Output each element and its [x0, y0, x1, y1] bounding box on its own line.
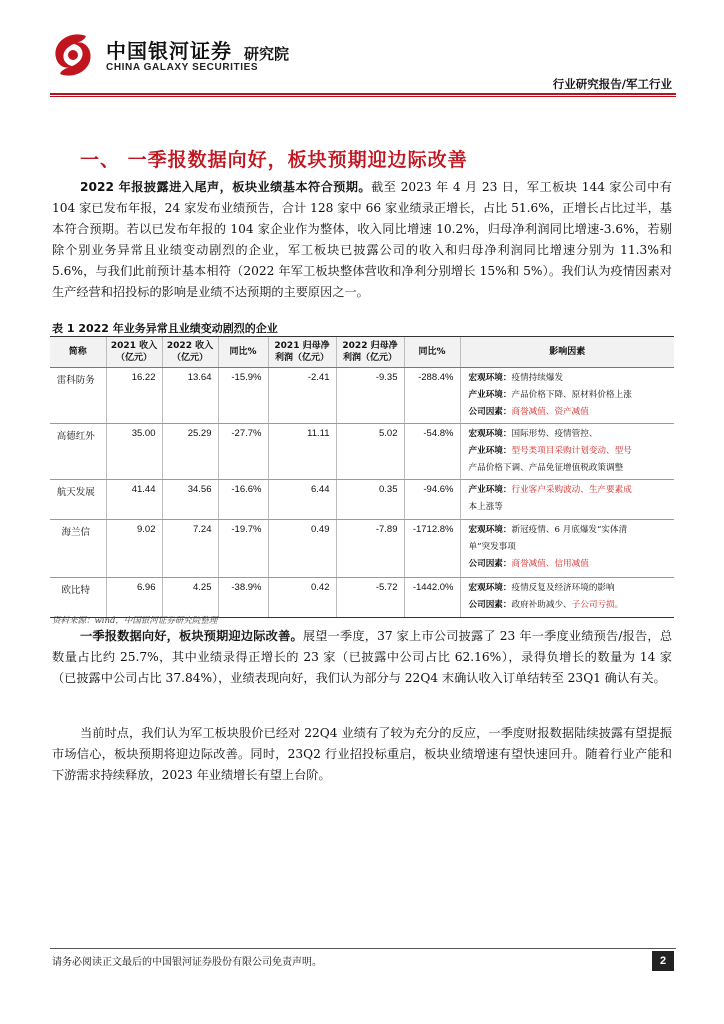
footer-disclaimer: 请务必阅读正文最后的中国银河证券股份有限公司免责声明。	[52, 957, 322, 968]
paragraph-annual-report	[52, 177, 672, 303]
page-number: 2	[652, 951, 674, 971]
cell-np21: 11.11	[268, 424, 336, 480]
cell-impact: 宏观环境：新冠疫情、6 月底爆发“实体清 单”突发事项 公司因素：商誉减值、信用减值	[460, 520, 674, 578]
cell-np21: 6.44	[268, 480, 336, 520]
brand-name-cn: 中国银河证券	[106, 39, 232, 63]
cell-yoy-rev: -19.7%	[218, 520, 268, 578]
cell-yoy-rev: -15.9%	[218, 368, 268, 424]
cell-yoy-np: -1712.8%	[404, 520, 460, 578]
header-np21: 2021 归母净 利润（亿元）	[268, 337, 336, 368]
cell-rev22: 25.29	[162, 424, 218, 480]
table-source-note: 资料来源：wind，中国银河证券研究院整理	[52, 616, 218, 626]
header-yoy-rev: 同比%	[218, 337, 268, 368]
paragraph-lead: 一季报数据向好，板块预期迎边际改善。	[80, 629, 303, 643]
cell-rev22: 34.56	[162, 480, 218, 520]
header-name: 简称	[50, 337, 106, 368]
cell-np22: -7.89	[336, 520, 404, 578]
header-impact: 影响因素	[460, 337, 674, 368]
cell-name: 雷科防务	[50, 368, 106, 424]
brand-name-en: CHINA GALAXY SECURITIES	[106, 62, 259, 73]
header-rule-thin	[50, 96, 676, 97]
cell-name: 高德红外	[50, 424, 106, 480]
cell-np22: 5.02	[336, 424, 404, 480]
table-row	[50, 480, 674, 520]
table-row	[50, 424, 674, 480]
paragraph-current-view: 当前时点，我们认为军工板块股价已经对 22Q4 业绩有了较为充分的反应，一季度财报数据陆续披露有望提振市场信心，板块预期将迎边际改善。同时，23Q2 行业招投标重启，板块业绩增速有望快速回升。随着行业产能和下游需求持续释放，2023 年业绩增长有望上台阶。	[52, 726, 672, 782]
header-rule	[50, 93, 676, 95]
header-np22: 2022 归母净 利润（亿元）	[336, 337, 404, 368]
cell-rev21: 6.96	[106, 578, 162, 618]
abnormal-companies-table	[50, 336, 674, 618]
cell-yoy-np: -54.8%	[404, 424, 460, 480]
cell-yoy-np: -1442.0%	[404, 578, 460, 618]
cell-np21: 0.42	[268, 578, 336, 618]
cell-rev21: 41.44	[106, 480, 162, 520]
footer-rule	[50, 948, 676, 949]
cell-impact: 宏观环境：疫情持续爆发 产业环境：产品价格下降、原材料价格上涨 公司因素：商誉减值、资产减值	[460, 368, 674, 424]
cell-rev21: 35.00	[106, 424, 162, 480]
table-title: 表 1 2022 年业务异常且业绩变动剧烈的企业	[52, 322, 278, 335]
header-yoy-np: 同比%	[404, 337, 460, 368]
cell-rev22: 7.24	[162, 520, 218, 578]
cell-yoy-np: -94.6%	[404, 480, 460, 520]
cell-name: 欧比特	[50, 578, 106, 618]
header-rev21: 2021 收入 （亿元）	[106, 337, 162, 368]
paragraph-q1-outlook	[52, 626, 672, 689]
cell-np22: -9.35	[336, 368, 404, 424]
paragraph-body: 截至 2023 年 4 月 23 日，军工板块 144 家公司中有 104 家已发布年报，24 家发布业绩预告，合计 128 家中 66 家业绩录正增长，占比 51.6%，正增长占比过半，基本符合预期。若以已发布年报的 104 家企业作为整体，收入同比增速 10.2%，归母净利润同比增速-3.6%，若剔除个别业务异常且业绩变动剧烈的企业，军工板块已披露公司的收入和归母净利润同比增速分别为 11.3%和 5.6%，与我们此前预计基本相符（2022 年军工板块整体营收和净利分别增长 15%和 5%）。我们认为疫情因素对生产经营和招投标的影响是业绩不达预期的主要原因之一。	[52, 180, 672, 299]
cell-yoy-rev: -38.9%	[218, 578, 268, 618]
cell-impact: 产业环境：行业客户采购波动、生产要素成 本上涨等	[460, 480, 674, 520]
cell-rev22: 4.25	[162, 578, 218, 618]
paragraph-lead: 2022 年报披露进入尾声，板块业绩基本符合预期。	[80, 180, 372, 194]
cell-name: 海兰信	[50, 520, 106, 578]
cell-name: 航天发展	[50, 480, 106, 520]
cell-np22: -5.72	[336, 578, 404, 618]
galaxy-logo-icon	[48, 30, 98, 80]
brand-subtitle: 研究院	[244, 45, 290, 63]
table-row	[50, 520, 674, 578]
report-type-label: 行业研究报告/军工行业	[552, 77, 672, 91]
cell-impact: 宏观环境：国际形势、疫情管控、 产业环境：型号类项目采购计划变动、型号 产品价格下调、产品免征增值税政策调整	[460, 424, 674, 480]
cell-rev21: 16.22	[106, 368, 162, 424]
section-title: 一、 一季报数据向好，板块预期迎边际改善	[80, 149, 468, 171]
cell-yoy-np: -288.4%	[404, 368, 460, 424]
cell-impact: 宏观环境：疫情反复及经济环境的影响 公司因素：政府补助减少、子公司亏损。	[460, 578, 674, 618]
table-header-row	[50, 337, 674, 368]
header-rev22: 2022 收入 （亿元）	[162, 337, 218, 368]
cell-yoy-rev: -27.7%	[218, 424, 268, 480]
cell-np21: 0.49	[268, 520, 336, 578]
paragraph-body: 展望一季度，37 家上市公司披露了 23 年一季度业绩预告/报告，总数量占比约 25.7%，其中业绩录得正增长的 23 家（已披露中公司占比 62.16%），录得负增长的数量为 14 家（已披露中公司占比 37.84%），业绩表现向好，我们认为部分与 22Q4 末确认收入订单结转至 23Q1 确认有关。	[52, 629, 673, 685]
cell-np21: -2.41	[268, 368, 336, 424]
table-row	[50, 578, 674, 618]
cell-rev21: 9.02	[106, 520, 162, 578]
cell-yoy-rev: -16.6%	[218, 480, 268, 520]
cell-np22: 0.35	[336, 480, 404, 520]
table-row	[50, 368, 674, 424]
cell-rev22: 13.64	[162, 368, 218, 424]
